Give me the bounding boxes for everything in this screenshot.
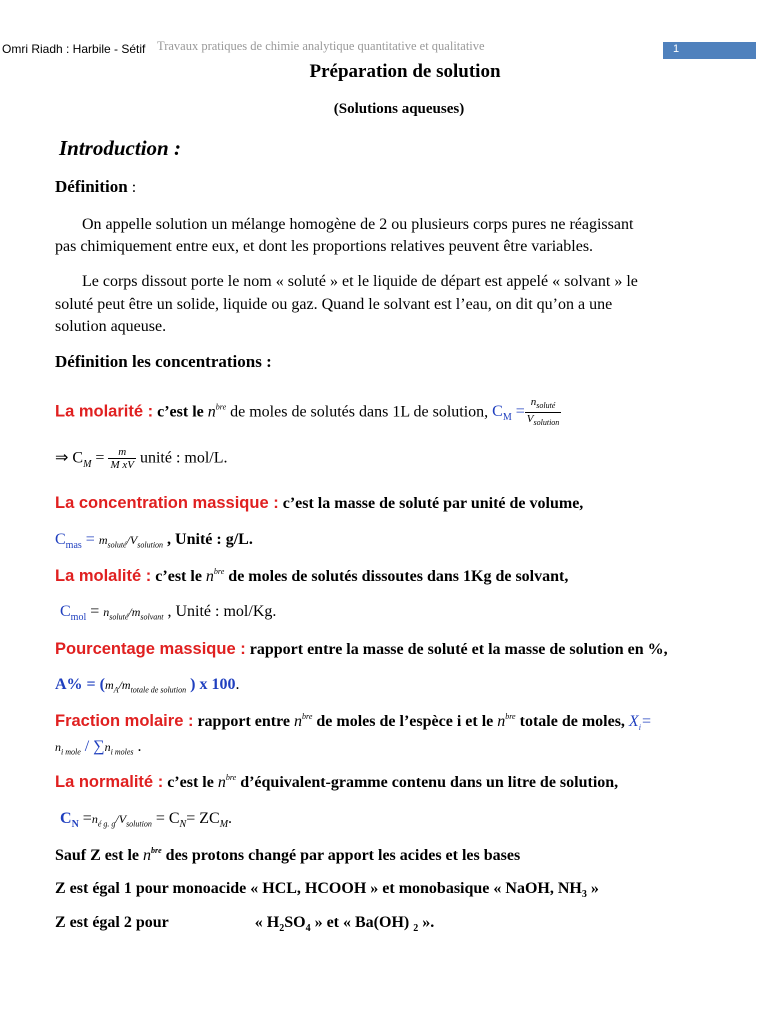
definition-para2-line1: Le corps dissout porte le nom « soluté » et le liquide de départ est appelé « solvant » le xyxy=(82,273,638,290)
normalite-formula-line: $C_N =n_{é g. g}/V_{solution} = C_N= ZC_M$. xyxy=(60,810,233,831)
document-title: Préparation de solution xyxy=(309,61,501,82)
document-subtitle: (Solutions aqueuses) xyxy=(333,101,465,117)
molalite-formula-line: $C_{mol} = n_{soluté}/m_{solvant}$ , Unité : mol/Kg. xyxy=(60,603,277,624)
molarite-formula-line: ⇒ $C_M$ = $\frac{m}{\text{M xV}}$ unité : mol/L. xyxy=(55,446,228,471)
molarite-fraction: $\frac{n_{soluté}}{V_{solution}}$ xyxy=(526,396,560,428)
molalite-line: La molalité : c’est le $n^{bre}$ de moles de solutés dissoutes dans 1Kg de solvant, xyxy=(55,567,569,585)
molalite-unit: , Unité : mol/Kg. xyxy=(163,603,277,620)
z-two-line: Z est égal 2 pour « $H_2SO_4$ » et « Ba(OH) $_2$ ». xyxy=(55,914,435,935)
pourcentage-line: Pourcentage massique : rapport entre la masse de soluté et la masse de solution en %, xyxy=(55,640,668,658)
pourcentage-formula-line: $A\% = (m_A/m_{totale de solution}$ ) x 100. xyxy=(55,676,240,695)
intro-heading: Introduction : xyxy=(59,136,181,160)
normalite-label: La normalité : xyxy=(55,773,164,791)
molarite-line: La molarité : c’est le $n^{bre}$ de moles de solutés dans 1L de solution, $C_M$ = $\frac{n_{soluté}}{V_{solution}}$ xyxy=(55,396,560,428)
fraction-label: Fraction molaire : xyxy=(55,712,194,730)
massique-formula-line: $C_{mas} = m_{soluté}/V_{solution}$ , Unité : g/L. xyxy=(55,531,253,552)
z-intro-line: Sauf Z est le $n^{bre}$ des protons changé par apport les acides et les bases xyxy=(55,846,521,864)
molarite-label: La molarité : xyxy=(55,402,154,421)
molalite-label: La molalité : xyxy=(55,567,152,585)
molarite-unit: unité : mol/L. xyxy=(135,449,228,467)
pourcentage-label: Pourcentage massique : xyxy=(55,640,246,658)
molarite-symbol: $C_M$ = xyxy=(492,403,525,424)
massique-label: La concentration massique : xyxy=(55,494,279,512)
z-one-line: Z est égal 1 pour monoacide « HCL, HCOOH » et monobasique « NaOH, $NH_3$ » xyxy=(55,880,599,901)
page-number-badge: 1 xyxy=(663,42,756,59)
definition-para2-line3: solution aqueuse. xyxy=(55,318,167,335)
definition-heading: Définition xyxy=(55,177,128,196)
header-course-title: Travaux pratiques de chimie analytique quantitative et qualitative xyxy=(157,39,485,53)
molarite-formula-fraction: $\frac{m}{\text{M xV}}$ xyxy=(110,446,134,471)
definition-heading-line: Définition : xyxy=(55,177,137,196)
fraction-formula-line: $n_{i mole} / \sum n_{i moles}$ . xyxy=(55,738,142,757)
massique-unit: , Unité : g/L. xyxy=(163,531,253,548)
definition-para2-line2: soluté peut être un solide, liquide ou gaz. Quand le solvant est l’eau, on dit qu’on a une xyxy=(55,296,613,313)
normalite-line: La normalité : c’est le $n^{bre}$ d’équivalent-gramme contenu dans un litre de solution, xyxy=(55,773,619,791)
massique-line: La concentration massique : c’est la masse de soluté par unité de volume, xyxy=(55,494,584,512)
fraction-line: Fraction molaire : rapport entre $n^{bre}$ de moles de l’espèce i et le $n^{bre}$ totale de moles, $X_i=$ xyxy=(55,712,652,733)
concentrations-heading: Définition les concentrations : xyxy=(55,352,272,371)
header-author: Omri Riadh : Harbile - Sétif xyxy=(2,42,146,56)
definition-para1-line2: pas chimiquement entre eux, et dont les proportions relatives peuvent être variables. xyxy=(55,238,594,255)
definition-para1-line1: On appelle solution un mélange homogène de 2 ou plusieurs corps pures ne réagissant xyxy=(82,216,634,233)
